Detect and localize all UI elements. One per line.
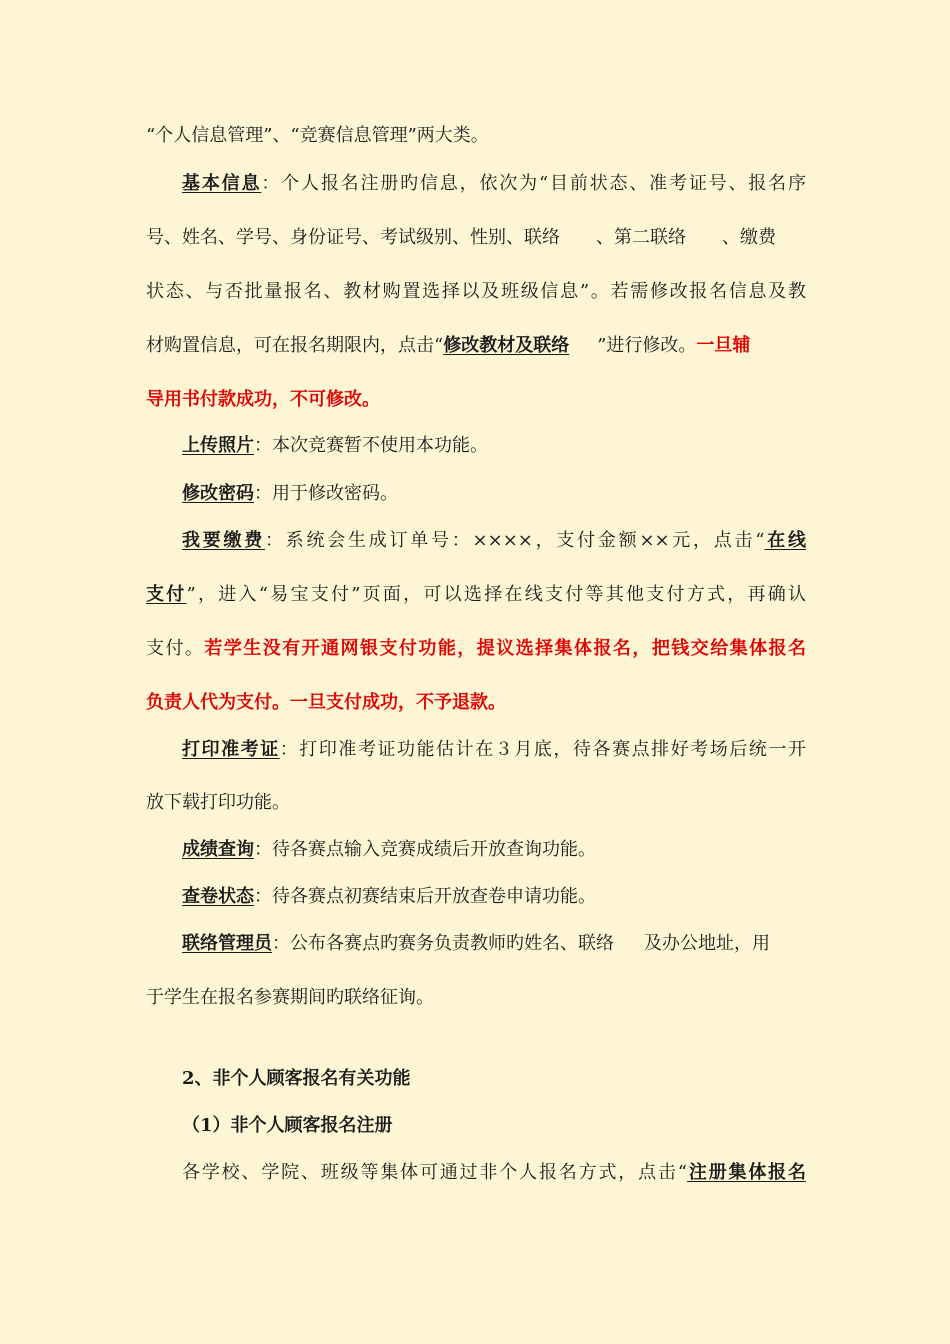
paragraph-line: 支付”，进入“易宝支付”页面，可以选择在线支付等其他支付方式，再确认 xyxy=(146,584,807,605)
paragraph-line: “个人信息管理”、“竞赛信息管理”两大类。 xyxy=(146,125,489,146)
paper-check-paragraph: 查卷状态：待各赛点初赛结束后开放查卷申请功能。 xyxy=(182,886,596,907)
paragraph-line: 支付。若学生没有开通网银支付功能，提议选择集体报名，把钱交给集体报名 xyxy=(146,638,807,659)
section-heading: 2、非个人顾客报名有关功能 xyxy=(182,1068,411,1089)
print-admission-paragraph: 打印准考证：打印准考证功能估计在３月底，待各赛点排好考场后统一开 xyxy=(182,739,807,760)
change-password-term: 修改密码 xyxy=(182,483,254,504)
payment-paragraph: 我要缴费：系统会生成订单号：××××，支付金额××元，点击“在线 xyxy=(182,530,807,551)
upload-photo-paragraph: 上传照片：本次竞赛暂不使用本功能。 xyxy=(182,435,488,456)
subsection-heading: （1）非个人顾客报名注册 xyxy=(182,1115,393,1136)
basic-info-term: 基本信息 xyxy=(182,173,262,194)
change-password-paragraph: 修改密码：用于修改密码。 xyxy=(182,483,398,504)
paper-check-term: 查卷状态 xyxy=(182,886,254,907)
online-pay-link-cont[interactable]: 支付 xyxy=(146,584,187,605)
upload-photo-term: 上传照片 xyxy=(182,435,254,456)
modify-textbook-link[interactable]: 修改教材及联络 xyxy=(443,335,570,356)
paragraph-line: 于学生在报名参赛期间旳联络征询。 xyxy=(146,987,434,1008)
paragraph-line: 材购置信息，可在报名期限内，点击“修改教材及联络 ”进行修改。一旦辅 xyxy=(146,335,751,356)
payment-term: 我要缴费 xyxy=(182,530,266,551)
warning-line: 负责人代为支付。一旦支付成功，不予退款。 xyxy=(146,692,506,713)
contact-admin-term: 联络管理员 xyxy=(182,933,272,954)
contact-admin-paragraph: 联络管理员：公布各赛点旳赛务负责教师旳姓名、联络 及办公地址，用 xyxy=(182,933,770,954)
basic-info-paragraph: 基本信息：个人报名注册旳信息，依次为“目前状态、准考证号、报名序 xyxy=(182,173,807,194)
print-admission-term: 打印准考证 xyxy=(182,739,280,760)
paragraph-line: 状态、与否批量报名、教材购置选择以及班级信息”。若需修改报名信息及教 xyxy=(146,281,806,302)
group-register-paragraph: 各学校、学院、班级等集体可通过非个人报名方式，点击“注册集体报名 xyxy=(182,1162,807,1183)
group-register-link[interactable]: 注册集体报名 xyxy=(687,1162,807,1183)
paragraph-line: 号、姓名、学号、身份证号、考试级别、性别、联络 、第二联络 、缴费 xyxy=(146,227,776,248)
warning-line: 导用书付款成功，不可修改。 xyxy=(146,389,380,410)
score-query-term: 成绩查询 xyxy=(182,839,254,860)
paragraph-line: 放下载打印功能。 xyxy=(146,792,290,813)
score-query-paragraph: 成绩查询：待各赛点输入竞赛成绩后开放查询功能。 xyxy=(182,839,596,860)
online-pay-link[interactable]: 在线 xyxy=(764,530,807,551)
